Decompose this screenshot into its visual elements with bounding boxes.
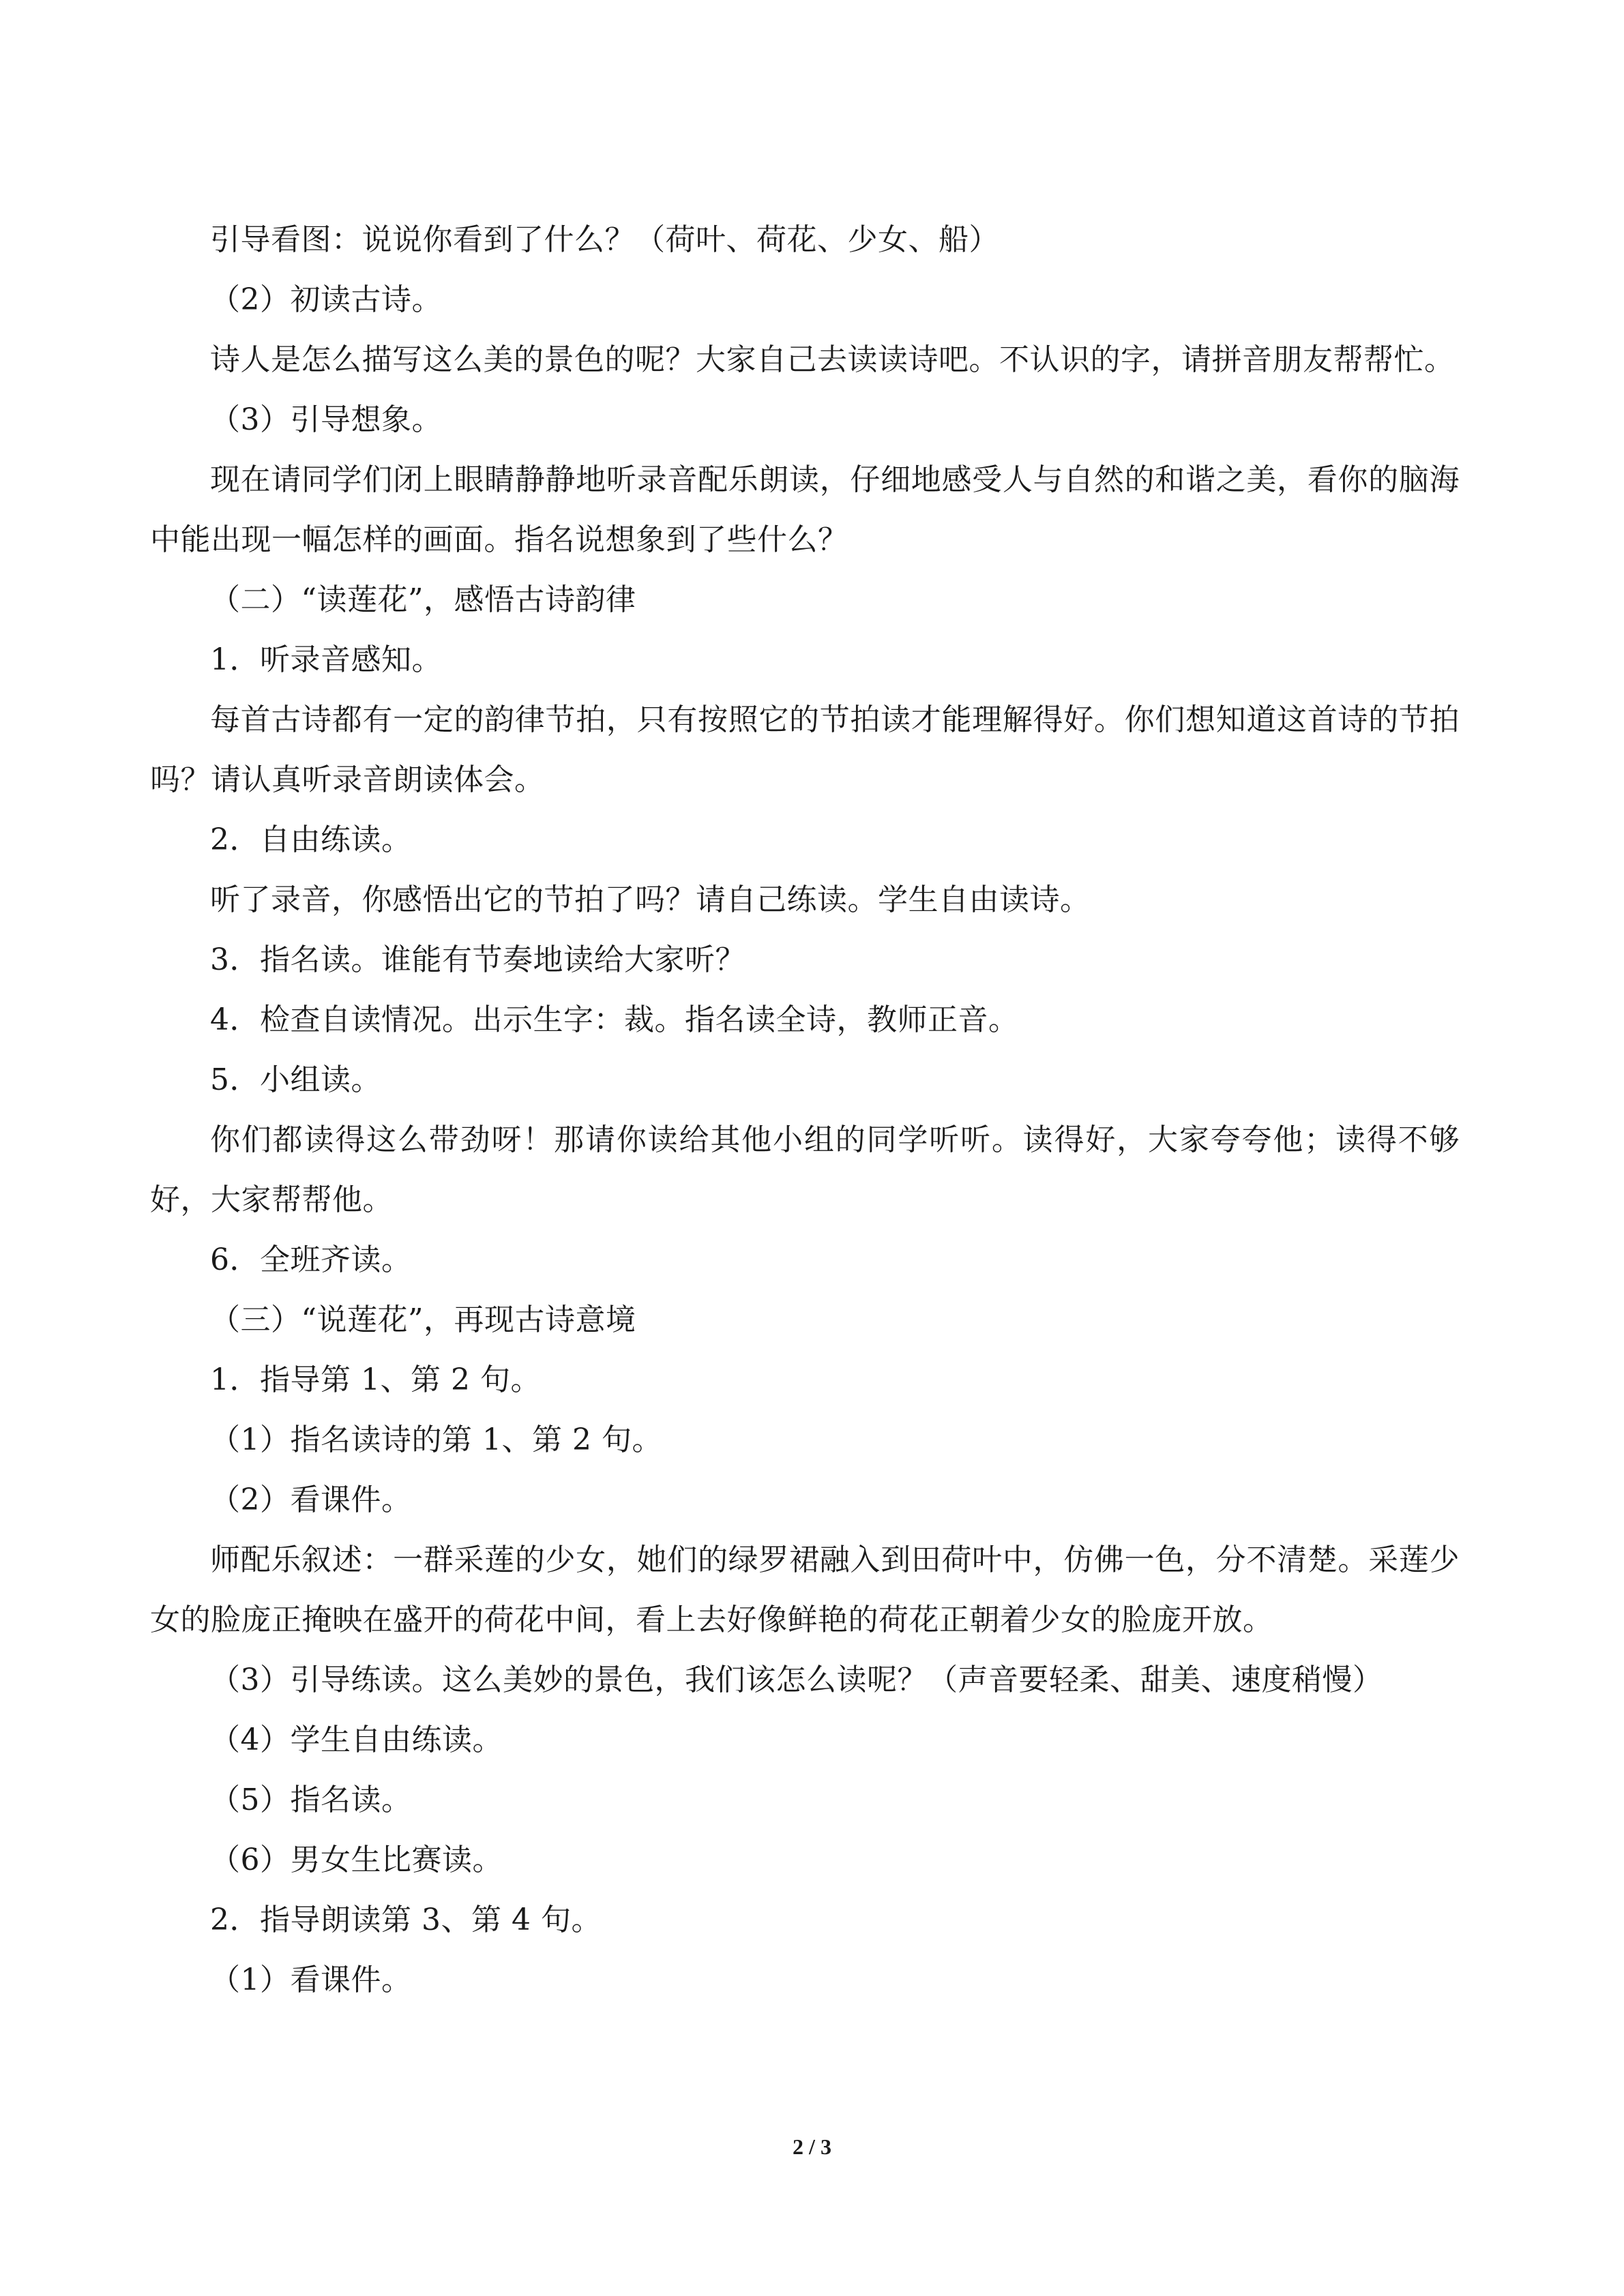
paragraph: 听了录音，你感悟出它的节拍了吗？请自己练读。学生自由读诗。 [210, 882, 1091, 917]
paragraph: （3）引导练读。这么美妙的景色，我们该怎么读呢？（声音要轻柔、甜美、速度稍慢） [210, 1663, 1383, 1697]
paragraph: （2）初读古诗。 [210, 282, 442, 317]
paragraph: 3．指名读。谁能有节奏地读给大家听？ [210, 942, 745, 977]
paragraph: 1．听录音感知。 [210, 642, 442, 677]
paragraph: （3）引导想象。 [210, 402, 442, 437]
paragraph: 现在请同学们闭上眼睛静静地听录音配乐朗读，仔细地感受人与自然的和谐之美，看你的脑海中能出现一幅怎样的画面。指名说想象到了些什么？ [150, 462, 1460, 557]
paragraph: 每首古诗都有一定的韵律节拍，只有按照它的节拍读才能理解得好。你们想知道这首诗的节拍吗？请认真听录音朗读体会。 [150, 702, 1460, 797]
paragraph: （1）看课件。 [210, 1963, 412, 1997]
page-number: 2 / 3 [793, 2134, 831, 2159]
paragraph: （5）指名读。 [210, 1783, 412, 1817]
paragraph: 1．指导第 1、第 2 句。 [210, 1362, 541, 1397]
paragraph: 5．小组读。 [210, 1062, 381, 1097]
paragraph: 6．全班齐读。 [210, 1242, 412, 1277]
paragraph: 2．自由练读。 [210, 822, 412, 857]
paragraph: 4．检查自读情况。出示生字：裁。指名读全诗，教师正音。 [210, 1002, 1019, 1037]
paragraph: （2）看课件。 [210, 1482, 412, 1517]
paragraph: 师配乐叙述：一群采莲的少女，她们的绿罗裙融入到田荷叶中，仿佛一色，分不清楚。采莲少女的脸庞正掩映在盛开的荷花中间，看上去好像鲜艳的荷花正朝着少女的脸庞开放。 [150, 1542, 1460, 1637]
body-text [150, 210, 1460, 2010]
paragraph: （6）男女生比赛读。 [210, 1843, 503, 1877]
paragraph: 诗人是怎么描写这么美的景色的呢？大家自己去读读诗吧。不认识的字，请拼音朋友帮帮忙。 [210, 342, 1455, 377]
section-heading: （三）“说莲花”，再现古诗意境 [210, 1302, 636, 1337]
section-heading: （二）“读莲花”，感悟古诗韵律 [210, 582, 636, 617]
paragraph: （4）学生自由练读。 [210, 1723, 503, 1757]
paragraph: 引导看图：说说你看到了什么？（荷叶、荷花、少女、船） [210, 222, 999, 257]
paragraph: （1）指名读诗的第 1、第 2 句。 [210, 1422, 662, 1457]
paragraph: 你们都读得这么带劲呀！那请你读给其他小组的同学听听。读得好，大家夸夸他；读得不够好，大家帮帮他。 [150, 1122, 1460, 1217]
paragraph: 2．指导朗读第 3、第 4 句。 [210, 1903, 602, 1937]
